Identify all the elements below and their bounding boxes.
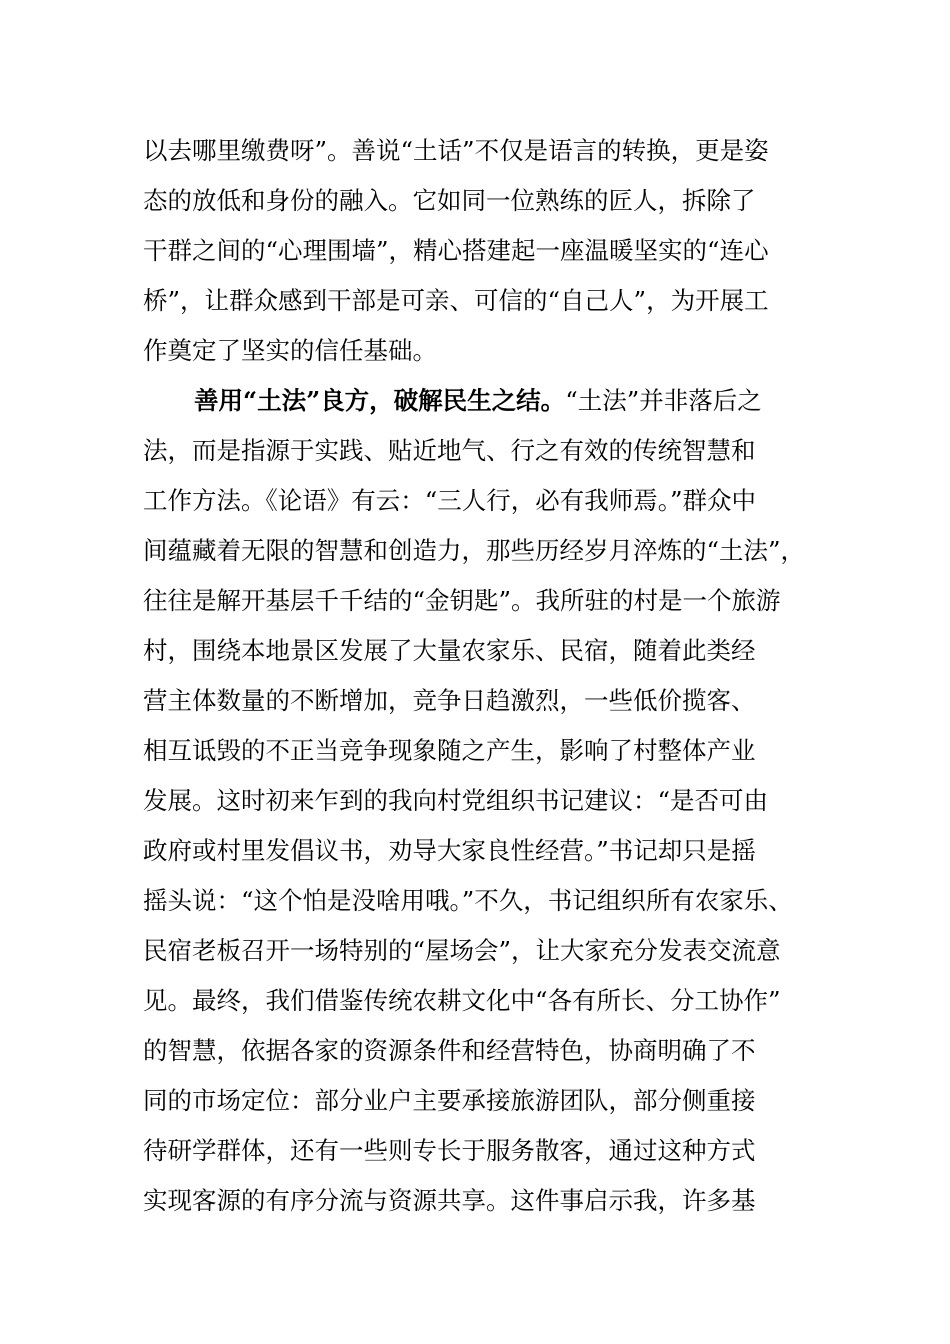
section-heading: 善用“土法”良方，破解民生之结。 bbox=[194, 386, 566, 415]
text-line: 间蕴藏着无限的智慧和创造力，那些历经岁月淬炼的“土法”， bbox=[143, 536, 806, 565]
text-line: 往往是解开基层千千结的“金钥匙”。我所驻的村是一个旅游 bbox=[143, 586, 781, 615]
text-line: 工作方法。《论语》有云：“三人行，必有我师焉。”群众中 bbox=[143, 486, 757, 515]
text-line: 态的放低和身份的融入。它如同一位熟练的匠人，拆除了 bbox=[143, 186, 756, 215]
text-line: 相互诋毁的不正当竞争现象随之产生，影响了村整体产业 bbox=[143, 736, 756, 765]
text-line: 的智慧，依据各家的资源条件和经营特色，协商明确了不 bbox=[143, 1036, 756, 1065]
text-line: 干群之间的“心理围墙”，精心搭建起一座温暖坚实的“连心 bbox=[143, 236, 769, 265]
text-line: 待研学群体，还有一些则专长于服务散客，通过这种方式 bbox=[143, 1136, 756, 1165]
text-line: 同的市场定位：部分业户主要承接旅游团队，部分侧重接 bbox=[143, 1086, 756, 1115]
text-line: 以去哪里缴费呀”。善说“土话”不仅是语言的转换，更是姿 bbox=[143, 136, 769, 165]
text-line: 法，而是指源于实践、贴近地气、行之有效的传统智慧和 bbox=[143, 436, 756, 465]
text-line: 摇头说：“这个怕是没啥用哦。”不久，书记组织所有农家乐、 bbox=[143, 886, 793, 915]
text-line: 见。最终，我们借鉴传统农耕文化中“各有所长、分工协作” bbox=[143, 986, 781, 1015]
text-line: 村，围绕本地景区发展了大量农家乐、民宿，随着此类经 bbox=[143, 636, 756, 665]
text-line: 桥”，让群众感到干部是可亲、可信的“自己人”，为开展工 bbox=[143, 286, 769, 315]
text-line: 实现客源的有序分流与资源共享。这件事启示我，许多基 bbox=[143, 1186, 756, 1215]
text-line: “土法”并非落后之 bbox=[565, 386, 762, 415]
text-line: 民宿老板召开一场特别的“屋场会”，让大家充分发表交流意 bbox=[143, 936, 781, 965]
text-line: 作奠定了坚实的信任基础。 bbox=[143, 336, 437, 365]
text-line: 营主体数量的不断增加，竞争日趋激烈，一些低价揽客、 bbox=[143, 686, 756, 715]
text-line: 政府或村里发倡议书，劝导大家良性经营。”书记却只是摇 bbox=[143, 836, 756, 865]
paragraph-first-line bbox=[194, 386, 762, 416]
text-line: 发展。这时初来乍到的我向村党组织书记建议：“是否可由 bbox=[143, 786, 769, 815]
